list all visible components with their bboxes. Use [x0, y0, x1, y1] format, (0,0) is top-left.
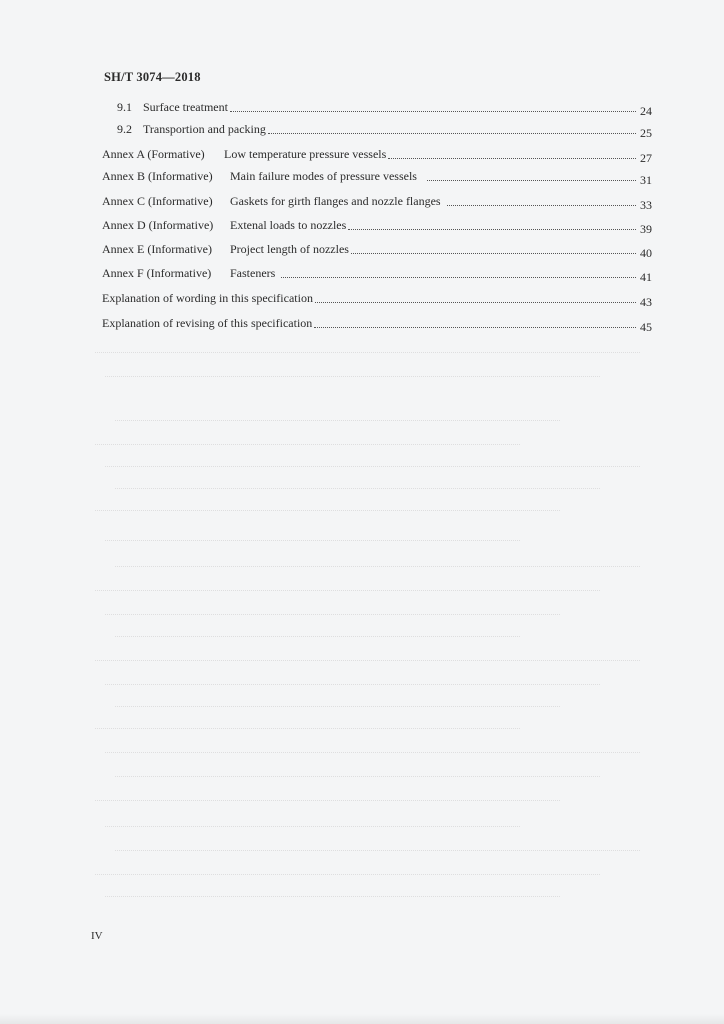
toc-annex-label: Annex D (Informative)	[102, 218, 214, 232]
toc-entry-title: Explanation of wording in this specification	[102, 291, 313, 305]
document-code: SH/T 3074—2018	[104, 70, 201, 84]
bleed-through-line	[95, 728, 520, 729]
toc-annex-label: Annex E (Informative)	[102, 242, 212, 256]
bleed-through-line	[115, 566, 640, 567]
bleed-through-line	[105, 826, 520, 827]
bleed-through-line	[95, 444, 520, 445]
leader-dots	[447, 193, 636, 206]
leader-dots	[427, 168, 636, 181]
bleed-through-line	[105, 752, 640, 753]
bleed-through-line	[115, 850, 640, 851]
bleed-through-line	[105, 614, 560, 615]
bleed-through-line	[95, 510, 560, 511]
leader-dots	[348, 217, 636, 230]
bleed-through-line	[115, 420, 560, 421]
toc-annex-label: Annex F (Informative)	[102, 266, 212, 280]
toc-entry-number: 9.1	[117, 100, 132, 114]
toc-entry-page: 45	[640, 320, 652, 334]
page-bottom-edge	[0, 1014, 724, 1024]
toc-entry-title: Surface treatment	[143, 100, 228, 114]
bleed-through-line	[95, 352, 640, 353]
toc-entry-title: Transportion and packing	[143, 122, 266, 136]
toc-entry-annex-b[interactable]	[102, 169, 652, 187]
bleed-through-line	[115, 488, 600, 489]
toc-entry-title: Project length of nozzles	[230, 242, 349, 256]
toc-entry-annex-a[interactable]	[102, 147, 652, 165]
toc-entry-title: Main failure modes of pressure vessels	[230, 169, 417, 183]
toc-entry-annex-e[interactable]	[102, 242, 652, 260]
toc-entry-title: Gaskets for girth flanges and nozzle flanges	[230, 194, 441, 208]
toc-entry-annex-d[interactable]	[102, 218, 652, 236]
toc-entry-9-1[interactable]	[117, 100, 652, 118]
bleed-through-line	[105, 376, 600, 377]
bleed-through-line	[105, 466, 640, 467]
bleed-through-line	[115, 636, 520, 637]
bleed-through-line	[105, 684, 600, 685]
leader-dots	[230, 99, 636, 112]
toc-entry-9-2[interactable]	[117, 122, 652, 140]
toc-entry-page: 27	[640, 151, 652, 165]
toc-entry-page: 25	[640, 126, 652, 140]
toc-entry-page: 43	[640, 295, 652, 309]
bleed-through-line	[95, 800, 560, 801]
bleed-through-line	[115, 776, 600, 777]
bleed-through-line	[95, 590, 600, 591]
bleed-through-line	[95, 874, 600, 875]
toc-annex-label: Annex A (Formative)	[102, 147, 205, 161]
toc-entry-title: Fasteners	[230, 266, 276, 280]
toc-entry-title: Extenal loads to nozzles	[230, 218, 347, 232]
bleed-through-line	[105, 540, 520, 541]
toc-entry-page: 24	[640, 104, 652, 118]
toc-entry-explanation-wording[interactable]	[102, 291, 652, 309]
toc-annex-label: Annex B (Informative)	[102, 169, 213, 183]
bleed-through-line	[105, 896, 560, 897]
leader-dots	[281, 265, 636, 278]
leader-dots	[388, 146, 636, 159]
toc-entry-explanation-revising[interactable]	[102, 316, 652, 334]
leader-dots	[315, 290, 636, 303]
leader-dots	[351, 241, 636, 254]
toc-entry-title: Low temperature pressure vessels	[224, 147, 387, 161]
toc-entry-number: 9.2	[117, 122, 132, 136]
page-number: IV	[91, 930, 103, 942]
toc-entry-page: 41	[640, 270, 652, 284]
bleed-through-line	[115, 706, 560, 707]
toc-entry-annex-f[interactable]	[102, 266, 652, 284]
toc-entry-title: Explanation of revising of this specification	[102, 316, 313, 330]
toc-entry-page: 39	[640, 222, 652, 236]
toc-entry-annex-c[interactable]	[102, 194, 652, 212]
toc-annex-label: Annex C (Informative)	[102, 194, 213, 208]
toc-entry-page: 40	[640, 246, 652, 260]
toc-entry-page: 33	[640, 198, 652, 212]
leader-dots	[268, 121, 636, 134]
toc-entry-page: 31	[640, 173, 652, 187]
leader-dots	[314, 315, 636, 328]
bleed-through-line	[95, 660, 640, 661]
